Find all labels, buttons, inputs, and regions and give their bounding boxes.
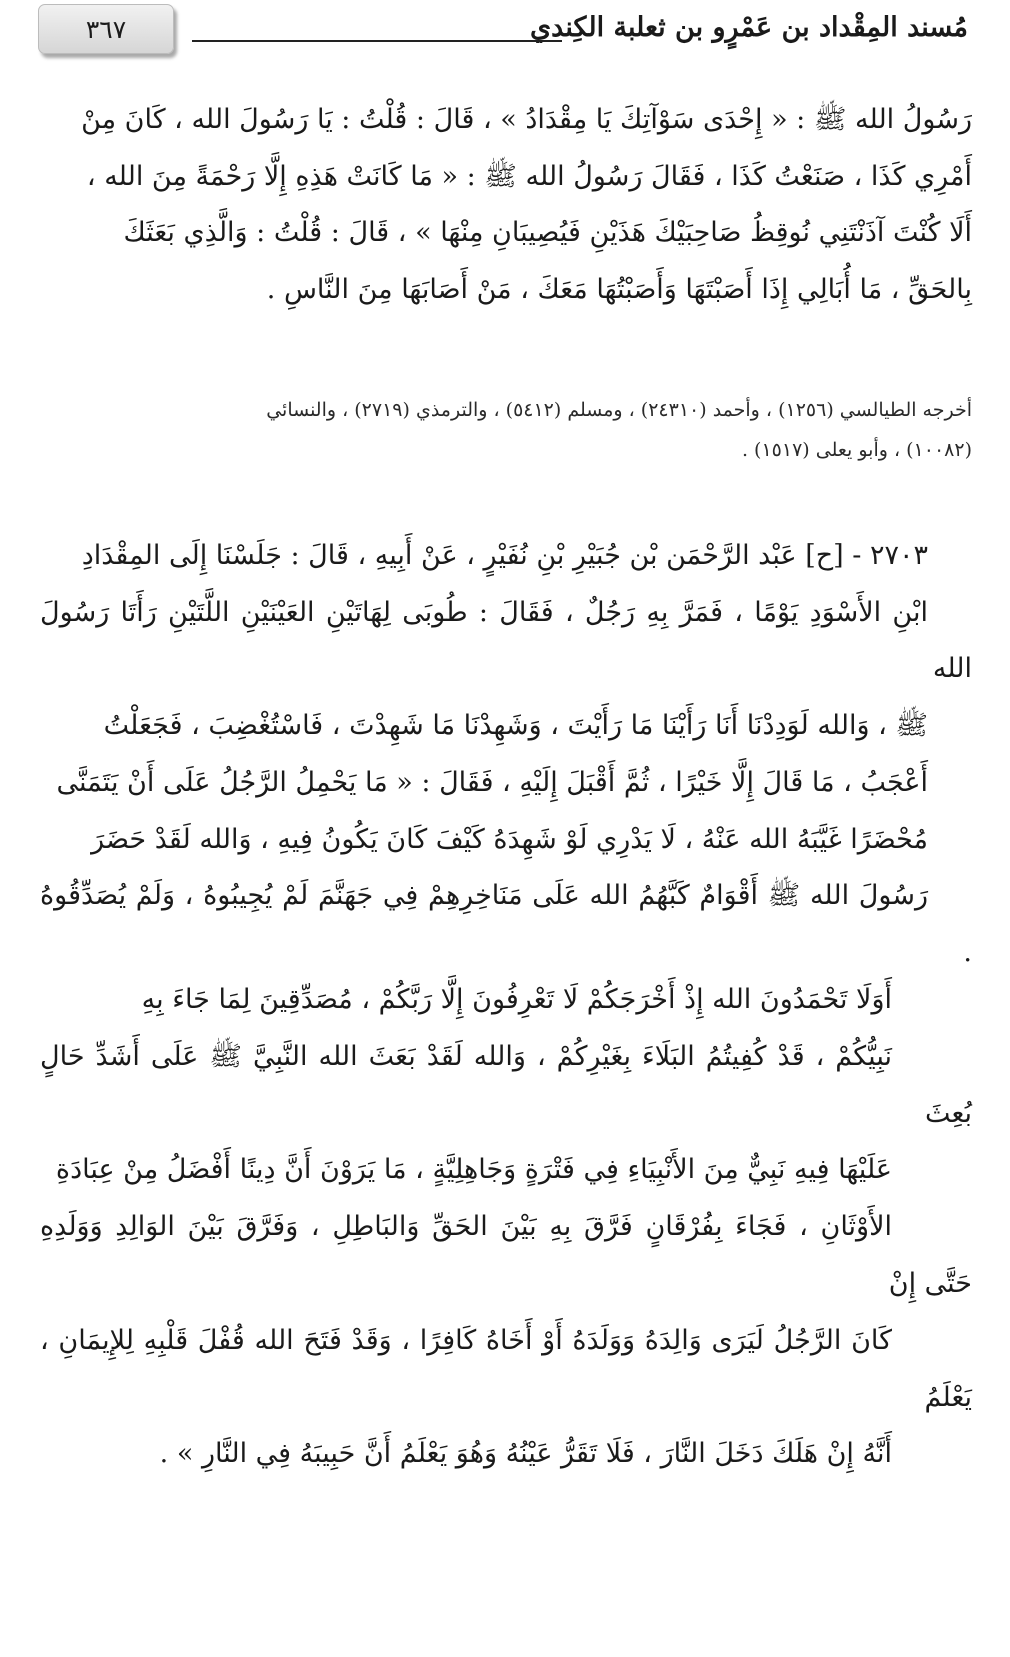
text-line: رَسُولُ الله ﷺ : « إِحْدَى سَوْآتِكَ يَا مِقْدَادُ » ، قَالَ : قُلْتُ : يَا رَسُولَ الله ، كَانَ مِنْ xyxy=(81,104,972,135)
text-line: ﷺ ، وَالله لَوَدِدْنَا أَنَا رَأَيْنَا مَا رَأَيْتَ ، وَشَهِدْنَا مَا شَهِدْتَ ، فَاسْتُغْضِبَ ، فَجَعَلْتُ xyxy=(103,710,928,742)
hadith-2703-continued xyxy=(40,972,972,1483)
note-line: أخرجه الطيالسي (١٢٥٦) ، وأحمد (٢٤٣١٠) ، ومسلم (٥٤١٢) ، والترمذي (٢٧١٩) ، والنسائي xyxy=(266,399,972,421)
text-line: بِالحَقِّ ، مَا أُبَالِي إِذَا أَصَبْتَهَا وَأَصَبْتُهَا مَعَكَ ، مَنْ أَصَابَهَا مِنَ النَّاسِ . xyxy=(266,274,972,306)
header-rule xyxy=(192,40,562,42)
text-line: نَبِيُّكُمْ ، قَدْ كُفِيتُمُ البَلَاءَ بِغَيْرِكُمْ ، وَالله لَقَدْ بَعَثَ الله النَّبِيَّ ﷺ عَلَى أَشَدِّ حَالٍ بُعِثَ xyxy=(40,1040,972,1129)
hadith-text-continuation xyxy=(40,92,972,319)
page-number-tab xyxy=(38,4,174,54)
text-line: أَمْرِي كَذَا ، صَنَعْتُ كَذَا ، فَقَالَ رَسُولُ الله ﷺ : « مَا كَانَتْ هَذِهِ إِلَّا رَحْمَةً مِنَ الله ، xyxy=(86,160,972,192)
note-line: (١٠٠٨٢) ، وأبو يعلى (١٥١٧) . xyxy=(741,439,972,461)
text-line: مُحْضَرًا غَيَّبَهُ الله عَنْهُ ، لَا يَدْرِي لَوْ شَهِدَهُ كَيْفَ كَانَ يَكُونُ فِيهِ ، وَالله لَقَدْ حَضَرَ xyxy=(91,823,928,855)
text-line: ٢٧٠٣ - [ح] عَبْد الرَّحْمَن بْن جُبَيْرِ بْنِ نُفَيْرٍ ، عَنْ أَبِيهِ ، قَالَ : جَلَسْنَا إِلَى المِقْدَادِ xyxy=(81,540,928,571)
page-number: ٣٦٧ xyxy=(85,14,127,44)
takhrij-note xyxy=(40,390,972,470)
text-line: أَنَّهُ إِنْ هَلَكَ دَخَلَ النَّارَ ، فَلَا تَقَرُّ عَيْنُهُ وَهُوَ يَعْلَمُ أَنَّ حَبِيبَهُ فِي النَّارِ » . xyxy=(159,1438,892,1470)
text-line: أَوَلَا تَحْمَدُونَ الله إِذْ أَخْرَجَكُمْ لَا تَعْرِفُونَ إِلَّا رَبَّكُمْ ، مُصَدِّقِينَ لِمَا جَاءَ بِهِ xyxy=(141,984,892,1015)
text-line: أَعْجَبُ ، مَا قَالَ إِلَّا خَيْرًا ، ثُمَّ أَقْبَلَ إِلَيْهِ ، فَقَالَ : « مَا يَحْمِلُ الرَّجُلُ عَلَى أَنْ يَتَمَنَّى xyxy=(56,766,928,798)
text-line: الأَوْثَانِ ، فَجَاءَ بِفُرْقَانٍ فَرَّقَ بِهِ بَيْنَ الحَقِّ وَالبَاطِلِ ، وَفَرَّقَ بَيْنَ الوَالِدِ وَوَلَدِهِ حَتَّى إِنْ xyxy=(40,1211,972,1299)
text-line: أَلَا كُنْتَ آذَنْتَنِي نُوقِظُ صَاحِبَيْكَ هَذَيْنِ فَيُصِيبَانِ مِنْهَا » ، قَالَ : قُلْتُ : وَالَّذِي بَعَثَكَ xyxy=(123,217,972,249)
text-line: ابْنِ الأَسْوَدِ يَوْمًا ، فَمَرَّ بِهِ رَجُلٌ ، فَقَالَ : طُوبَى لِهَاتَيْنِ العَيْنَيْنِ اللَّتَيْنِ رَأَتَا رَسُولَ الله xyxy=(40,596,972,685)
hadith-2703 xyxy=(40,528,972,982)
running-title: مُسند المِقْداد بن عَمْرٍو بن ثعلبة الكِندي xyxy=(530,12,968,43)
text-line: كَانَ الرَّجُلُ لَيَرَى وَالِدَهُ وَوَلَدَهُ أَوْ أَخَاهُ كَافِرًا ، وَقَدْ فَتَحَ الله قُفْلَ قَلْبِهِ لِلإِيمَانِ ، يَعْلَمُ xyxy=(40,1324,972,1413)
text-line: رَسُولَ الله ﷺ أَقْوَامٌ كَبَّهُمُ الله عَلَى مَنَاخِرِهِمْ فِي جَهَنَّمَ لَمْ يُجِيبُوهُ ، وَلَمْ يُصَدِّقُوهُ . xyxy=(40,880,972,968)
text-line: عَلَيْهَا فِيهِ نَبِيٌّ مِنَ الأَنْبِيَاءِ فِي فَتْرَةٍ وَجَاهِلِيَّةٍ ، مَا يَرَوْنَ أَنَّ دِينًا أَفْضَلُ مِنْ عِبَادَةِ xyxy=(55,1154,892,1186)
